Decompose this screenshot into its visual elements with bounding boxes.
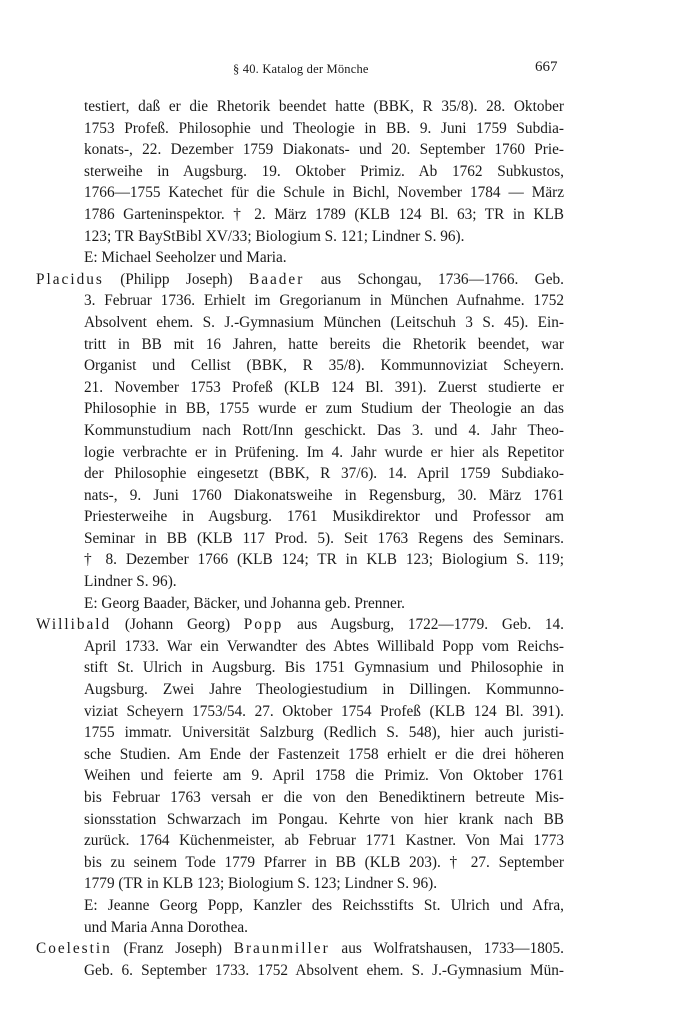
text-line: 21. November 1753 Profeß (KLB 124 Bl. 391). Zuerst studierte er [84,378,564,396]
text-line: Augsburg. Zwei Jahre Theologiestudium in Dillingen. Kommunno- [84,681,564,699]
text-line: Kommunstudium nach Rott/Inn geschickt. Das 3. und 4. Jahr Theo- [84,421,564,439]
entry-coelestin-braunmiller [36,938,564,981]
text-line: E: Jeanne Georg Popp, Kanzler des Reichsstifts St. Ulrich und Afra, [84,896,564,914]
entry-placidus-baader [36,269,564,615]
entry-heading-line [36,614,564,636]
text-line: sche Studien. Am Ende der Fastenzeit 1758 erhielt er die drei höheren [84,745,564,763]
entry-willibald-popp [36,614,564,938]
text-line: 1779 (TR in KLB 123; Biologium S. 123; Lindner S. 96). [84,875,438,893]
text-line: der Philosophie eingesetzt (BBK, R 37/6). 14. April 1759 Subdiako- [84,465,564,483]
text-line: E: Georg Baader, Bäcker, und Johanna geb. Prenner. [84,594,405,612]
surname: Baader [249,270,305,288]
text-line: tritt in BB mit 16 Jahren, hatte bereits die Rhetorik beendet, war [84,335,564,353]
text-line: stift St. Ulrich in Augsburg. Bis 1751 Gymnasium und Philosophie in [84,659,564,677]
text-line: viziat Scheyern 1753/54. 27. Oktober 1754 Profeß (KLB 124 Bl. 391). [84,702,564,720]
text-line: sterweihe in Augsburg. 19. Oktober Primiz. Ab 1762 Subkustos, [84,162,564,180]
origin-dates: aus Augsburg, 1722—1779. Geb. 14. [283,616,564,634]
monastic-name: Willibald [36,616,112,634]
text-line: nats-, 9. Juni 1760 Diakonatsweihe in Regensburg, 30. März 1761 [84,486,564,504]
origin-dates: aus Schongau, 1736—1766. Geb. [304,270,564,288]
text-line: zurück. 1764 Küchenmeister, ab Februar 1771 Kastner. Von Mai 1773 [84,832,564,850]
text-line: bis Februar 1763 versah er die von den Benediktinern betreute Mis- [84,789,564,806]
text-line: 123; TR BayStBibl XV/33; Biologium S. 121; Lindner S. 96). [84,227,465,245]
text-line: † 8. Dezember 1766 (KLB 124; TR in KLB 123; Biologium S. 119; [84,551,564,569]
running-title: § 40. Katalog der Mönche [233,62,369,76]
page-header [0,59,700,82]
text-line: Geb. 6. September 1733. 1752 Absolvent ehem. S. J.-Gymnasium Mün- [84,961,564,979]
monastic-name: Placidus [36,270,104,288]
text-line: Philosophie in BB, 1755 wurde er zum Studium der Theologie an das [84,400,564,418]
page-number: 667 [535,59,558,75]
monastic-name: Coelestin [36,940,112,958]
text-line: testiert, daß er die Rhetorik beendet hatte (BBK, R 35/8). 28. Oktober [84,98,564,115]
text-line: bis zu seinem Tode 1779 Pfarrer in BB (KLB 203). † 27. September [84,853,564,871]
text-line: Organist und Cellist (BBK, R 35/8). Kommunnoviziat Scheyern. [84,357,564,375]
text-line: 1766—1755 Katechet für die Schule in Bichl, November 1784 — März [84,184,564,202]
baptismal-name: (Franz Joseph) [111,940,234,958]
text-line: 1786 Garteninspektor. † 2. März 1789 (KLB 124 Bl. 63; TR in KLB [84,205,564,223]
text-line: 1755 immatr. Universität Salzburg (Redlich S. 548), hier auch juristi- [84,724,564,742]
text-line: Priesterweihe in Augsburg. 1761 Musikdirektor und Professor am [84,508,564,526]
text-line: sionsstation Schwarzach im Pongau. Kehrte von hier krank nach BB [84,810,564,828]
text-line: Absolvent ehem. S. J.-Gymnasium München (Leitschuh 3 S. 45). Ein- [84,313,564,331]
entry-heading-line [36,938,564,960]
text-line: 1753 Profeß. Philosophie und Theologie in BB. 9. Juni 1759 Subdia- [84,119,564,137]
text-line: E: Michael Seeholzer und Maria. [84,249,287,267]
entry-heading-line [36,269,564,291]
text-line: 3. Februar 1736. Erhielt im Gregorianum in München Aufnahme. 1752 [84,292,564,310]
text-line: konats-, 22. Dezember 1759 Diakonats- und 20. September 1760 Prie- [84,141,564,159]
surname: Braunmiller [233,940,330,958]
text-line: und Maria Anna Dorothea. [84,918,248,936]
text-line: Lindner S. 96). [84,573,177,591]
text-line: April 1733. War ein Verwandter des Abtes Willibald Popp vom Reichs- [84,637,564,655]
surname: Popp [243,616,284,634]
baptismal-name: (Philipp Joseph) [103,270,249,288]
catalog-text [36,96,564,981]
origin-dates: aus Wolfratshausen, 1733—1805. [329,940,564,958]
text-line: logie verbrachte er in Prüfening. Im 4. Jahr wurde er hier als Repetitor [84,443,564,461]
text-line: Weihen und feierte am 9. April 1758 die Primiz. Von Oktober 1761 [84,767,564,785]
baptismal-name: (Johann Georg) [111,616,244,634]
text-line: Seminar in BB (KLB 117 Prod. 5). Seit 1763 Regens des Seminars. [84,529,564,547]
entry-continuation [36,96,564,269]
